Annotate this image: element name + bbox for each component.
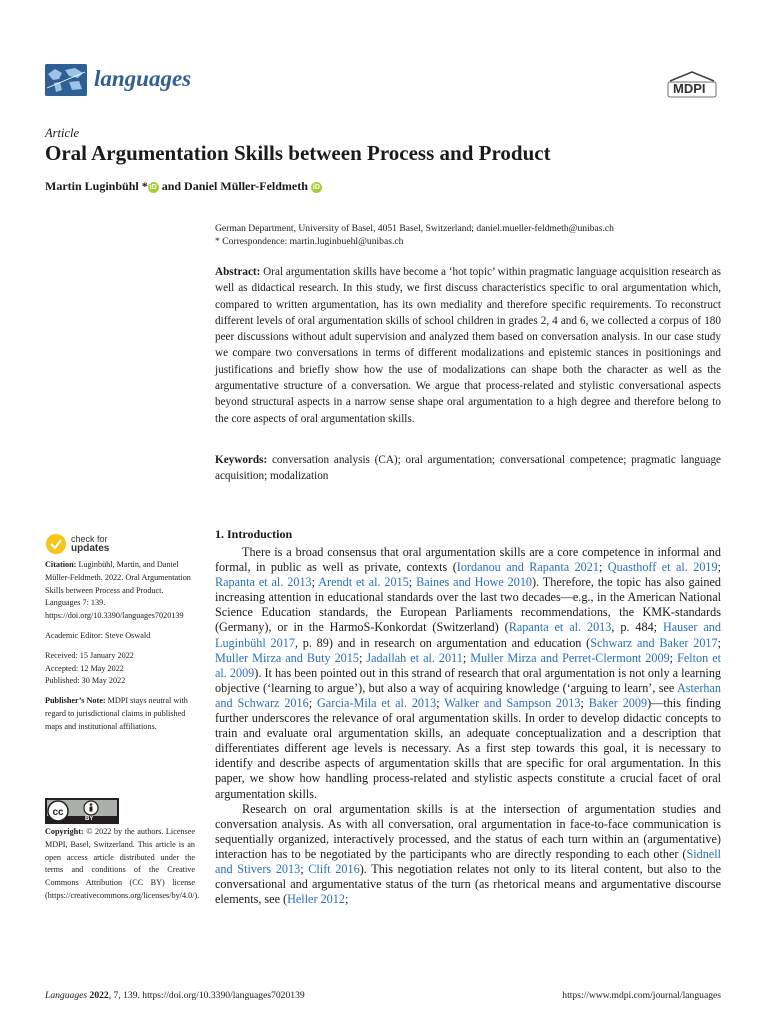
footer-journal: Languages [45, 990, 88, 1001]
paragraph-text: ; [580, 695, 589, 710]
paragraph-text: ; [462, 650, 471, 665]
author-2[interactable]: and Daniel Müller-Feldmeth [161, 179, 308, 193]
paragraph-text: ). It has been pointed out in this strand of research that oral argumentation is not only a learning objective (‘learning to argue’), but also a way of acquiring knowledge (‘arguing to learn’, see [215, 665, 722, 695]
citation-link[interactable]: Garcia-Mila et al. 2013 [316, 695, 437, 710]
article-type: Article [45, 126, 80, 140]
citation-link[interactable]: Hauser and Luginbühl 2017 [215, 620, 721, 650]
paragraph-text: ). Therefore, the topic has also gained increasing attention in educational standards over the last two decades—e.g., in the American National Science Education standards, the European Parliaments recommendations, the KMK-standards (Germany), or in the HarmoS-Konkordat (Switzerland) ( [215, 575, 721, 635]
citation-link[interactable]: Walker and Sampson 2013 [444, 695, 581, 710]
mdpi-label: MDPI [673, 81, 706, 96]
correspondence-line: * Correspondence: martin.luginbuehl@unibas.ch [215, 236, 404, 247]
affiliation [215, 222, 614, 248]
keywords-label: Keywords: [215, 454, 268, 466]
abstract-text: Oral argumentation skills have become a ‘hot topic’ within pragmatic language acquisition research as well as didactical research. In this study, we first discuss characteristics specific to oral argumentation which, compared to written argumentation, has its own mediality and therefore specific requirements. To reconstruct different levels of oral argumentation skills of school children in grades 2, 4 and 6, we collected a corpus of 180 peer discussions without adult supervision and analyzed them based on conversation analysis. In our case study we compare two conversations in terms of different modalizations and epistemic stances in positionings and justifications and briefly show how the use of modalizations can shape both the character as well as the argumentative structure of a conversation. We argue that process-related and stylistic conversational aspects beyond structural aspects in a narrow sense shape oral argumentation to a high degree and therefore belong to the core aspects of oral argumentation skills. [215, 266, 722, 425]
paragraph-text: ; [436, 695, 445, 710]
affiliation-line: German Department, University of Basel, 4051 Basel, Switzerland; daniel.mueller-feldmeth@unibas.ch [215, 223, 614, 234]
page-footer [45, 990, 721, 1001]
journal-name[interactable]: languages [94, 66, 192, 91]
citation-link[interactable]: Felton et al. 2009 [215, 650, 722, 680]
citation-link[interactable]: Clift 2016 [308, 861, 360, 876]
citation-link[interactable]: Muller Mirza and Buty 2015 [215, 650, 359, 665]
received-date: Received: 15 January 2022 [45, 650, 134, 660]
updates-label: updates [71, 543, 110, 554]
citation-link[interactable]: Rapanta et al. 2013 [215, 575, 312, 590]
author-1[interactable]: Martin Luginbühl * [45, 179, 148, 193]
paragraph-text: There is a broad consensus that oral argumentation skills are a core competence in informal and formal, in public as well as private, contexts ( [215, 545, 721, 575]
paragraph-text: , p. 89) and in research on argumentation and education ( [294, 635, 591, 650]
citation-text: Luginbühl, Martin, and Daniel Müller-Feldmeth. 2022. Oral Argumentation Skills between Process and Product. Languages 7: 139. https://doi.org/10.3390/languages7020139 [45, 560, 191, 621]
citation-link[interactable]: Asterhan and Schwarz 2016 [215, 680, 721, 710]
orcid-icon[interactable]: iD [149, 184, 157, 191]
footer-year: 2022 [89, 990, 109, 1001]
citation-link[interactable]: Baker 2009 [588, 695, 648, 710]
journal-logo [45, 64, 87, 96]
check-for-updates-button[interactable] [45, 533, 109, 555]
copyright-text: © 2022 by the authors. Licensee MDPI, Basel, Switzerland. This article is an open access article distributed under the terms and conditions of the Creative Commons Attribution (CC BY) license (https://creativecommons.org/licenses/by/4.0/). [45, 827, 200, 900]
published-date: Published: 30 May 2022 [45, 676, 126, 686]
body-text [215, 545, 721, 907]
paragraph-text: )—this finding further underscores the relevance of oral argumentation skills. In order to develop didactic concepts to train and evaluate oral argumentation skills, an adequate conceptualization and a description that differentiates different age levels is necessary. As a first step towards this goal, it is necessary to identify and describe aspects of argumentation skills that are specific for oral argumentation. In this paper, we show how handling process-related and stylistic aspects constitute a crucial facet of oral argumentation skills. [215, 695, 722, 801]
copyright-notice [45, 826, 200, 903]
accepted-date: Accepted: 12 May 2022 [45, 663, 124, 673]
section-heading: 1. Introduction [215, 527, 293, 541]
orcid-icon[interactable]: iD [312, 184, 320, 191]
paragraph-text: ; [358, 650, 367, 665]
footer-journal-url[interactable]: https://www.mdpi.com/journal/languages [562, 990, 721, 1001]
paragraph-text: ; [311, 575, 319, 590]
academic-editor: Academic Editor: Steve Oswald [45, 630, 151, 640]
paragraph-text: ). This negotiation relates not only to its literal content, but also to the conversational and argumentative status of the turn (as rhetorical means and argumentative discourse elements, see ( [215, 861, 722, 907]
citation-link[interactable]: Schwarz and Baker 2017 [590, 635, 718, 650]
paragraph-text: ; [344, 892, 349, 907]
citation-link[interactable]: Jadallah et al. 2011 [366, 650, 463, 665]
paragraph-text: ; [300, 861, 309, 876]
keywords [215, 452, 721, 485]
keywords-text: conversation analysis (CA); oral argumentation; conversational competence; pragmatic language acquisition; modalization [215, 454, 722, 483]
paragraph-text: ; [408, 575, 417, 590]
cc-by-license-badge[interactable] [45, 798, 119, 824]
mdpi-logo[interactable] [666, 70, 718, 100]
citation-link[interactable]: Iordanou and Rapanta 2021 [456, 560, 599, 575]
paragraph-text: ; [717, 560, 722, 575]
paragraph-text: ; [598, 560, 608, 575]
author-line [45, 179, 322, 194]
publisher-note-text: MDPI stays neutral with regard to jurisdictional claims in published maps and institutional affiliations. [45, 696, 188, 731]
citation-link[interactable]: Quasthoff et al. 2019 [607, 560, 718, 575]
article-info-sidebar [45, 559, 195, 734]
abstract-label: Abstract: [215, 266, 261, 278]
citation-link[interactable]: Rapanta et al. 2013 [508, 620, 612, 635]
article-title: Oral Argumentation Skills between Process and Product [45, 141, 551, 165]
copyright-label: Copyright: [45, 827, 84, 836]
paragraph-text: ; [308, 695, 317, 710]
publisher-note-label: Publisher’s Note: [45, 696, 106, 706]
check-for-label: check for [71, 534, 108, 544]
citation-link[interactable]: Arendt et al. 2015 [318, 575, 409, 590]
paragraph-text: ; [717, 635, 721, 650]
footer-citation [45, 990, 305, 1001]
citation-link[interactable]: Baines and Howe 2010 [416, 575, 533, 590]
citation-link[interactable]: Heller 2012 [287, 892, 345, 907]
citation-link[interactable]: Muller Mirza and Perret-Clermont 2009 [470, 650, 670, 665]
citation [45, 559, 195, 623]
updates-icon [45, 533, 67, 555]
paragraph-text: ; [669, 650, 678, 665]
cc-by-label: BY [85, 816, 94, 822]
intro-paragraph-1 [215, 545, 721, 802]
publisher-note [45, 695, 195, 733]
abstract [215, 264, 721, 427]
citation-link[interactable]: Sidnell and Stivers 2013 [215, 846, 721, 876]
svg-text:cc: cc [52, 807, 64, 818]
footer-doi[interactable]: , 7, 139. https://doi.org/10.3390/languages7020139 [108, 990, 305, 1001]
paragraph-text: Research on oral argumentation skills is at the intersection of argumentation studies and conversation analysis. As with all conversation, oral argumentation in face-to-face communication is sequentially organized, interactively processed, and the status of each turn within an (argumentative) interaction has to be negotiated by the participants who are directly responding to each other ( [215, 801, 721, 861]
citation-label: Citation: [45, 560, 77, 569]
intro-paragraph-2 [215, 802, 721, 908]
paragraph-text: , p. 484; [611, 620, 663, 635]
